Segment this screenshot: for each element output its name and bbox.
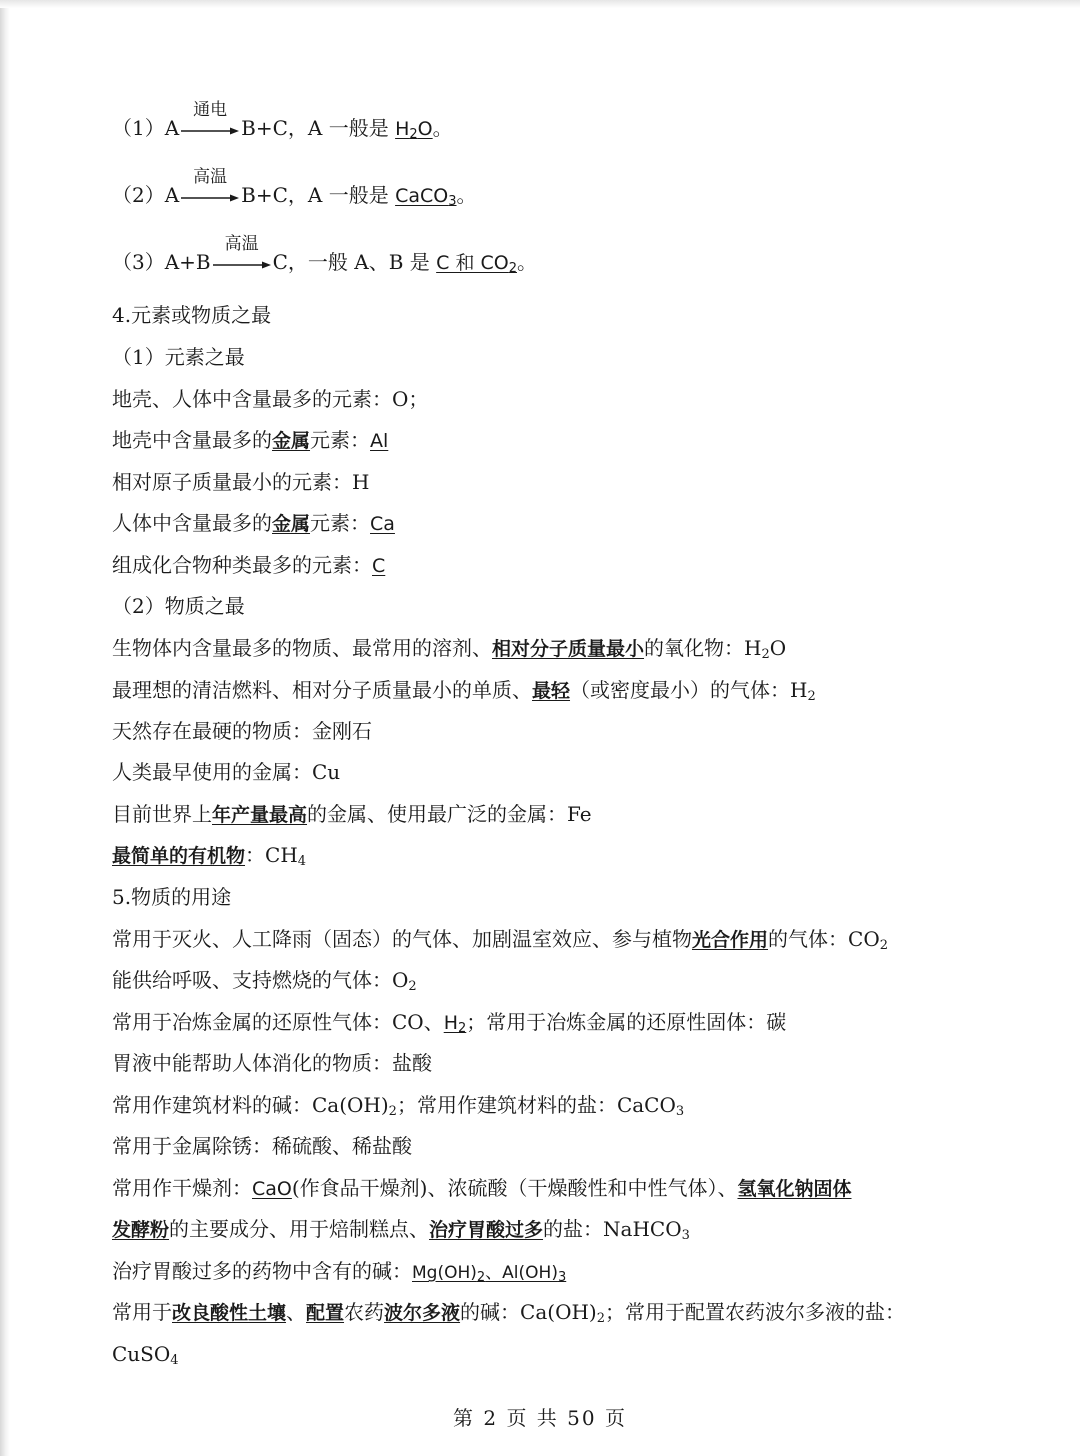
- substance-fact-4: 人类最早使用的金属：Cu: [112, 760, 341, 784]
- reaction-label: （3）A+B: [112, 250, 211, 274]
- reaction-condition: 高温: [193, 167, 228, 187]
- page-number-footer: 第 2 页 共 50 页: [453, 1406, 627, 1430]
- element-fact-3: 相对原子质量最小的元素：H: [112, 470, 370, 494]
- section-4-sub1: （1）元素之最: [112, 345, 245, 369]
- usage-10: 常用于改良酸性土壤、配置农药波尔多液的碱：$Ca(OH)_2$；常用于配置农药波尔多液的盐：: [112, 1300, 905, 1326]
- usage-9: 治疗胃酸过多的药物中含有的碱：$Mg(OH)_2$、$Al(OH)_3$: [112, 1259, 567, 1285]
- reaction-arrow: [213, 234, 271, 276]
- usage-4: 胃液中能帮助人体消化的物质：盐酸: [112, 1051, 432, 1075]
- arrow-icon: [181, 127, 239, 135]
- page-top-shadow: [0, 0, 1080, 8]
- reaction-arrow: [181, 167, 239, 209]
- usage-2: 能供给呼吸、支持燃烧的气体：$O_2$: [112, 968, 417, 994]
- substance-fact-2: 最理想的清洁燃料、相对分子质量最小的单质、最轻（或密度最小）的气体：$H_2$: [112, 678, 816, 704]
- element-fact-4: 人体中含量最多的金属元素：Ca: [112, 511, 395, 535]
- reaction-line-3: （3）A+B 高温 C，一般 A、B 是 C 和 $CO_2$。: [112, 234, 537, 276]
- reaction-answer: $H_2O$: [395, 118, 433, 142]
- reaction-condition: 通电: [193, 100, 228, 120]
- element-fact-5: 组成化合物种类最多的元素：C: [112, 553, 386, 577]
- reaction-text: C，一般 A、B 是: [272, 250, 437, 274]
- reaction-label: （1）A: [112, 116, 180, 140]
- usage-8: 发酵粉的主要成分、用于焙制糕点、治疗胃酸过多的盐：NaHCO$_3$: [112, 1217, 690, 1243]
- substance-fact-3: 天然存在最硬的物质：金刚石: [112, 719, 372, 743]
- section-4-sub2: （2）物质之最: [112, 594, 245, 618]
- usage-1: 常用于灭火、人工降雨（固态）的气体、加剧温室效应、参与植物光合作用的气体：$CO_2$: [112, 927, 888, 953]
- reaction-answer: C 和 $CO_2$: [436, 252, 517, 276]
- section-4-title: 4.元素或物质之最: [112, 303, 272, 327]
- page-edge-shadow: [0, 0, 10, 1456]
- section-5-title: 5.物质的用途: [112, 885, 232, 909]
- usage-5: 常用作建筑材料的碱：$Ca(OH)_2$；常用作建筑材料的盐：CaCO$_3$: [112, 1093, 685, 1119]
- reaction-line-2: （2）A 高温 B+C，A 一般是 CaCO$_3$。: [112, 167, 477, 209]
- element-fact-2: 地壳中含量最多的金属元素：Al: [112, 428, 389, 452]
- usage-3: 常用于冶炼金属的还原性气体：CO、$H_2$；常用于冶炼金属的还原性固体：碳: [112, 1010, 787, 1036]
- substance-fact-5: 目前世界上年产量最高的金属、使用最广泛的金属：Fe: [112, 802, 592, 826]
- arrow-icon: [181, 194, 239, 202]
- reaction-answer: CaCO$_3$: [395, 185, 457, 209]
- reaction-arrow: [181, 100, 239, 142]
- substance-fact-6: 最简单的有机物：$CH_4$: [112, 843, 307, 869]
- reaction-text: B+C，A 一般是: [241, 183, 396, 207]
- reaction-condition: 高温: [224, 234, 259, 254]
- reaction-text: B+C，A 一般是: [241, 116, 396, 140]
- substance-fact-1: 生物体内含量最多的物质、最常用的溶剂、相对分子质量最小的氧化物：$H_2O$: [112, 636, 787, 662]
- arrow-icon: [213, 261, 271, 269]
- usage-11: CuSO$_4$: [112, 1342, 179, 1368]
- reaction-label: （2）A: [112, 183, 180, 207]
- usage-7: 常用作干燥剂：CaO(作食品干燥剂)、浓硫酸（干燥酸性和中性气体）、氢氧化钠固体: [112, 1176, 852, 1200]
- element-fact-1: 地壳、人体中含量最多的元素：O；: [112, 387, 429, 411]
- usage-6: 常用于金属除锈：稀硫酸、稀盐酸: [112, 1134, 412, 1158]
- reaction-line-1: （1）A 通电 B+C，A 一般是 $H_2O$。: [112, 100, 453, 142]
